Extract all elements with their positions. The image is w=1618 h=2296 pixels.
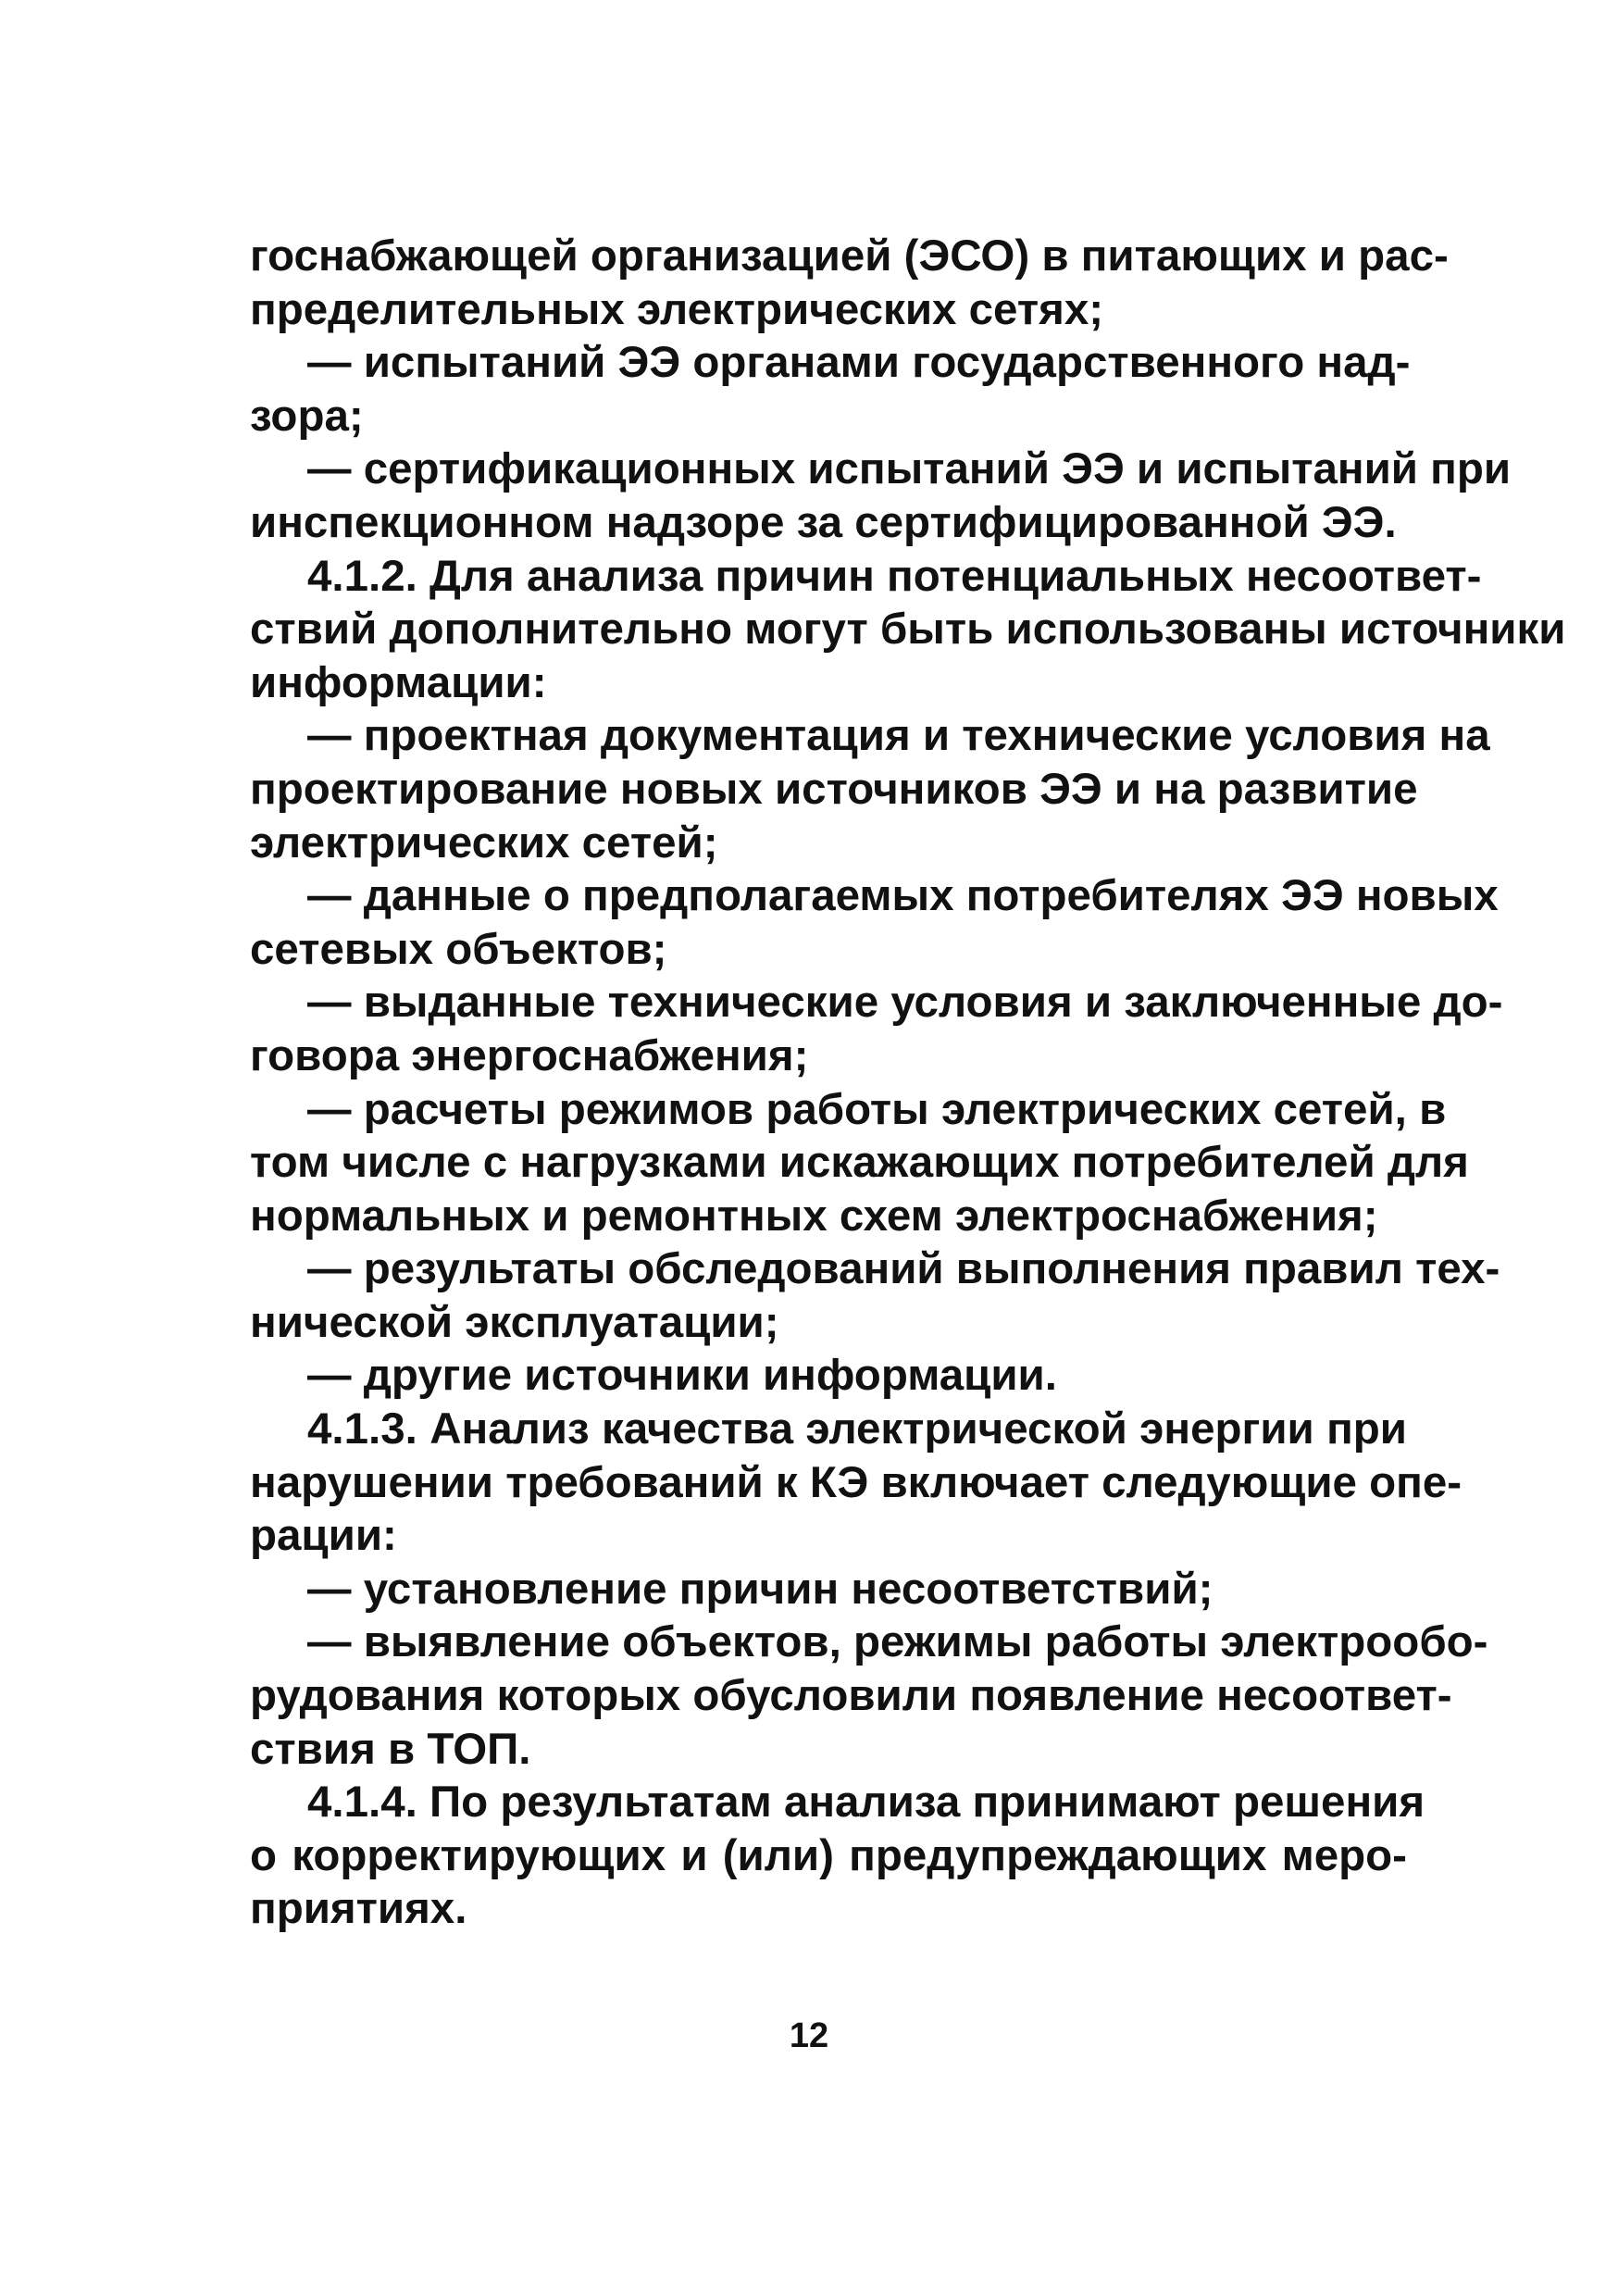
text-line: — данные о предполагаемых потребителях ЭЭ новых xyxy=(307,871,1499,921)
text-line: — другие источники информации. xyxy=(307,1351,1057,1401)
text-line: инспекционном надзоре за сертифицированной ЭЭ. xyxy=(250,497,1397,547)
text-line: рудования которых обусловили появление несоответ- xyxy=(250,1671,1452,1721)
text-line: 4.1.2. Для анализа причин потенциальных несоответ- xyxy=(307,551,1482,601)
body-text xyxy=(250,230,1566,1936)
text-line: электрических сетей; xyxy=(250,817,718,867)
text-line: приятиях. xyxy=(250,1884,467,1934)
text-line: информации: xyxy=(250,657,547,707)
text-line: рации: xyxy=(250,1511,397,1561)
text-line: говора энергоснабжения; xyxy=(250,1030,809,1080)
text-line: том числе с нагрузками искажающих потребителей для xyxy=(250,1138,1469,1188)
text-line: нормальных и ремонтных схем электроснабжения; xyxy=(250,1191,1378,1241)
text-line: — испытаний ЭЭ органами государственного над- xyxy=(307,338,1411,388)
text-line: о корректирующих и (или) предупреждающих меро- xyxy=(250,1830,1407,1880)
text-line: нарушении требований к КЭ включает следующие опе- xyxy=(250,1457,1462,1507)
text-line: — проектная документация и технические условия на xyxy=(307,711,1490,761)
text-line: нической эксплуатации; xyxy=(250,1297,779,1347)
text-line: — расчеты режимов работы электрических сетей, в xyxy=(307,1084,1447,1134)
text-line: — выявление объектов, режимы работы электрообо- xyxy=(307,1617,1488,1667)
text-line: госнабжающей организацией (ЭСО) в питающих и рас- xyxy=(250,231,1449,281)
text-line: 4.1.4. По результатам анализа принимают решения xyxy=(307,1778,1425,1828)
text-line: ствий дополнительно могут быть использованы источники xyxy=(250,605,1566,655)
text-line: — сертификационных испытаний ЭЭ и испытаний при xyxy=(307,444,1512,494)
text-line: — результаты обследований выполнения правил тех- xyxy=(307,1244,1500,1294)
text-line: — выданные технические условия и заключенные до- xyxy=(307,978,1503,1028)
page-number: 12 xyxy=(789,2016,829,2055)
text-line: пределительных электрических сетях; xyxy=(250,284,1104,334)
text-line: — установление причин несоответствий; xyxy=(307,1564,1214,1614)
text-line: сетевых объектов; xyxy=(250,924,667,974)
text-line: 4.1.3. Анализ качества электрической энергии при xyxy=(307,1404,1407,1454)
text-line: зора; xyxy=(250,391,364,441)
text-line: ствия в ТОП. xyxy=(250,1724,531,1774)
text-line: проектирование новых источников ЭЭ и на развитие xyxy=(250,764,1418,814)
